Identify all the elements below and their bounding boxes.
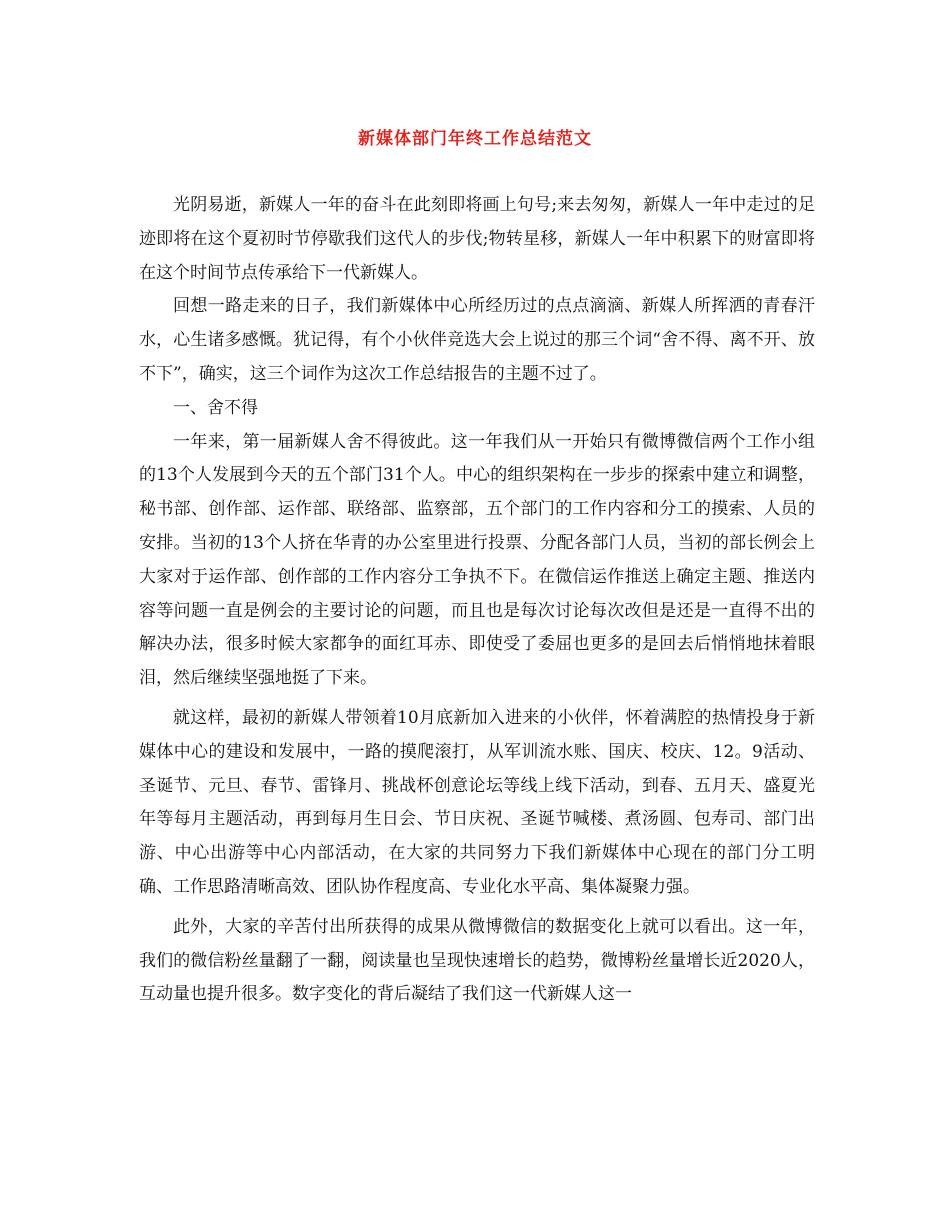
paragraph-team-growth: 一年来，第一届新媒人舍不得彼此。这一年我们从一开始只有微博微信两个工作小组的13个人发展到今天的五个部门31个人。中心的组织架构在一步步的探索中建立和调整，秘书部、创作部、运作部、联络部、监察部，五个部门的工作内容和分工的摸索、人员的安排。当初的13个人挤在华青的办公室里进行投票、分配各部门人员，当初的部长例会上大家对于运作部、创作部的工作内容分工争执不下。在微信运作推送上确定主题、推送内容等问题一直是例会的主要讨论的问题，而且也是每次讨论每次改但是还是一直得不出的解决办法，很多时候大家都争的面红耳赤、即使受了委屈也更多的是回去后悄悄地抹着眼泪，然后继续坚强地挺了下来。 [139,431,815,689]
paragraph-intro: 光阴易逝，新媒人一年的奋斗在此刻即将画上句号;来去匆匆，新媒人一年中走过的足迹即将在这个夏初时节停歇我们这代人的步伐;物转星移，新媒人一年中积累下的财富即将在这个时间节点传承给下一代新媒人。 [139,195,815,283]
document-title: 新媒体部门年终工作总结范文 [358,129,592,149]
document-body [139,189,815,1012]
section-heading: 一、舍不得 [173,397,258,418]
paragraph-reflection: 回想一路走来的日子，我们新媒体中心所经历过的点点滴滴、新媒人所挥洒的青春汗水，心生诸多感慨。犹记得，有个小伙伴竞选大会上说过的那三个词“舍不得、离不开、放不下”，确实，这三个词作为这次工作总结报告的主题不过了。 [139,296,815,384]
paragraph-activities: 就这样，最初的新媒人带领着10月底新加入进来的小伙伴，怀着满腔的热情投身于新媒体中心的建设和发展中，一路的摸爬滚打，从军训流水账、国庆、校庆、12。9活动、圣诞节、元旦、春节、雷锋月、挑战杯创意论坛等线上线下活动，到春、五月天、盛夏光年等每月主题活动，再到每月生日会、节日庆祝、圣诞节喊楼、煮汤圆、包寿司、部门出游、中心出游等中心内部活动，在大家的共同努力下我们新媒体中心现在的部门分工明确、工作思路清晰高效、团队协作程度高、专业化水平高、集体凝聚力强。 [139,707,815,897]
paragraph-results: 此外，大家的辛苦付出所获得的成果从微博微信的数据变化上就可以看出。这一年，我们的微信粉丝量翻了一翻，阅读量也呈现快速增长的趋势，微博粉丝量增长近2020人，互动量也提升很多。数字变化的背后凝结了我们这一代新媒人这一 [139,916,815,1005]
